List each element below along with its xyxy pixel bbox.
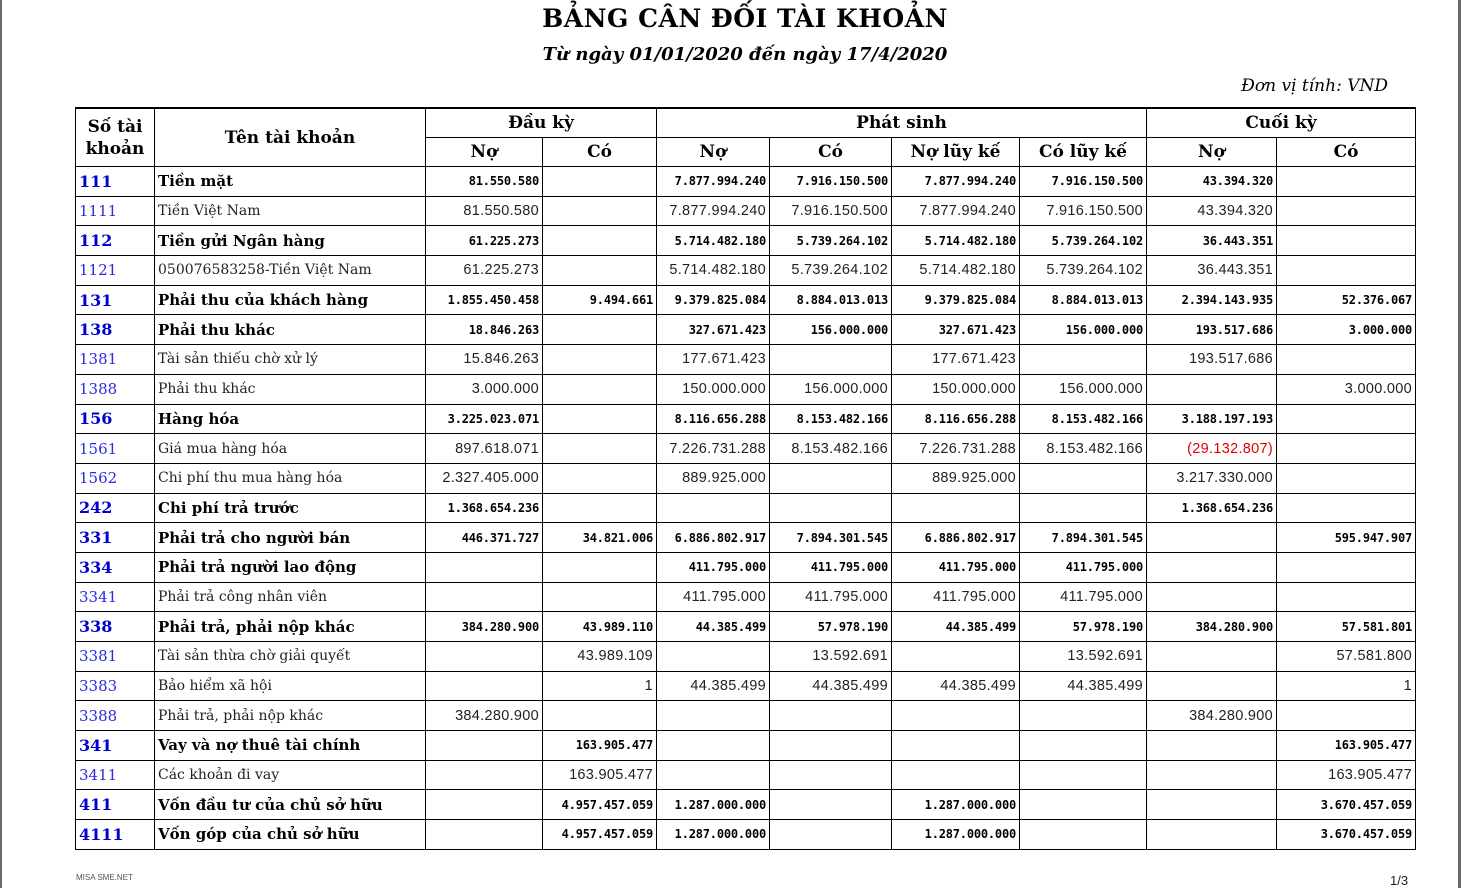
cell-opening-credit bbox=[543, 315, 657, 345]
table-row bbox=[76, 285, 1416, 315]
table-row bbox=[76, 552, 1416, 582]
account-name: Vay và nợ thuê tài chính bbox=[155, 731, 426, 761]
table-row bbox=[76, 642, 1416, 672]
cell-closing-debit: 36.443.351 bbox=[1147, 226, 1277, 256]
cell-acc-credit bbox=[1020, 493, 1147, 523]
account-code[interactable]: 3388 bbox=[76, 701, 155, 731]
cell-opening-credit: 163.905.477 bbox=[543, 731, 657, 761]
cell-closing-credit bbox=[1277, 463, 1416, 493]
table-row bbox=[76, 434, 1416, 464]
cell-opening-credit bbox=[543, 256, 657, 286]
cell-opening-credit: 34.821.006 bbox=[543, 523, 657, 553]
cell-closing-debit: 193.517.686 bbox=[1147, 345, 1277, 375]
cell-movement-debit: 1.287.000.000 bbox=[657, 790, 770, 820]
cell-movement-debit: 7.877.994.240 bbox=[657, 196, 770, 226]
cell-movement-debit: 177.671.423 bbox=[657, 345, 770, 375]
cell-movement-debit: 411.795.000 bbox=[657, 582, 770, 612]
cell-opening-credit: 1 bbox=[543, 671, 657, 701]
account-name: Tiền gửi Ngân hàng bbox=[155, 226, 426, 256]
cell-opening-debit bbox=[426, 731, 543, 761]
header-movement-debit: Nợ bbox=[657, 138, 770, 167]
cell-movement-credit bbox=[770, 463, 892, 493]
cell-closing-debit bbox=[1147, 671, 1277, 701]
account-name: Phải thu khác bbox=[155, 374, 426, 404]
cell-closing-debit bbox=[1147, 582, 1277, 612]
cell-acc-debit: 177.671.423 bbox=[892, 345, 1020, 375]
cell-movement-debit: 5.714.482.180 bbox=[657, 226, 770, 256]
table-row bbox=[76, 760, 1416, 790]
account-name: 050076583258-Tiền Việt Nam bbox=[155, 256, 426, 286]
table-row bbox=[76, 731, 1416, 761]
cell-movement-debit: 7.226.731.288 bbox=[657, 434, 770, 464]
cell-movement-credit: 411.795.000 bbox=[770, 552, 892, 582]
cell-movement-debit: 8.116.656.288 bbox=[657, 404, 770, 434]
cell-acc-debit bbox=[892, 493, 1020, 523]
cell-acc-credit: 5.739.264.102 bbox=[1020, 226, 1147, 256]
cell-movement-credit: 57.978.190 bbox=[770, 612, 892, 642]
cell-acc-debit: 7.877.994.240 bbox=[892, 196, 1020, 226]
cell-movement-credit: 7.894.301.545 bbox=[770, 523, 892, 553]
header-acc-debit: Nợ lũy kế bbox=[892, 138, 1020, 167]
table-row bbox=[76, 315, 1416, 345]
cell-opening-credit bbox=[543, 374, 657, 404]
cell-acc-debit: 327.671.423 bbox=[892, 315, 1020, 345]
account-code[interactable]: 3383 bbox=[76, 671, 155, 701]
table-row bbox=[76, 582, 1416, 612]
table-row bbox=[76, 463, 1416, 493]
table-row bbox=[76, 226, 1416, 256]
cell-closing-debit: 384.280.900 bbox=[1147, 701, 1277, 731]
cell-movement-credit: 13.592.691 bbox=[770, 642, 892, 672]
account-name: Phải trả cho người bán bbox=[155, 523, 426, 553]
cell-movement-credit bbox=[770, 731, 892, 761]
header-closing-credit: Có bbox=[1277, 138, 1416, 167]
cell-movement-credit bbox=[770, 493, 892, 523]
account-name: Phải trả, phải nộp khác bbox=[155, 701, 426, 731]
cell-closing-credit: 163.905.477 bbox=[1277, 760, 1416, 790]
cell-opening-debit: 61.225.273 bbox=[426, 256, 543, 286]
cell-opening-credit: 43.989.109 bbox=[543, 642, 657, 672]
cell-movement-credit: 7.916.150.500 bbox=[770, 167, 892, 197]
cell-movement-credit bbox=[770, 345, 892, 375]
cell-movement-debit: 6.886.802.917 bbox=[657, 523, 770, 553]
cell-acc-credit: 411.795.000 bbox=[1020, 552, 1147, 582]
header-account-name: Tên tài khoản bbox=[155, 108, 426, 167]
account-code[interactable]: 112 bbox=[76, 226, 155, 256]
cell-acc-debit bbox=[892, 760, 1020, 790]
account-name: Chi phí trả trước bbox=[155, 493, 426, 523]
account-code[interactable]: 1561 bbox=[76, 434, 155, 464]
cell-acc-debit: 44.385.499 bbox=[892, 612, 1020, 642]
cell-movement-debit bbox=[657, 701, 770, 731]
cell-closing-credit: 57.581.801 bbox=[1277, 612, 1416, 642]
cell-closing-debit bbox=[1147, 523, 1277, 553]
page-border-right bbox=[1458, 0, 1461, 888]
cell-acc-credit: 7.916.150.500 bbox=[1020, 196, 1147, 226]
table-row bbox=[76, 612, 1416, 642]
account-code[interactable]: 338 bbox=[76, 612, 155, 642]
cell-movement-debit: 327.671.423 bbox=[657, 315, 770, 345]
account-name: Giá mua hàng hóa bbox=[155, 434, 426, 464]
cell-opening-debit bbox=[426, 760, 543, 790]
table-row bbox=[76, 167, 1416, 197]
cell-opening-debit bbox=[426, 552, 543, 582]
account-code[interactable]: 242 bbox=[76, 493, 155, 523]
cell-acc-debit bbox=[892, 701, 1020, 731]
cell-acc-debit bbox=[892, 731, 1020, 761]
cell-closing-debit: 43.394.320 bbox=[1147, 167, 1277, 197]
cell-movement-credit bbox=[770, 820, 892, 850]
cell-closing-credit bbox=[1277, 552, 1416, 582]
cell-closing-debit bbox=[1147, 760, 1277, 790]
cell-acc-debit: 5.714.482.180 bbox=[892, 226, 1020, 256]
cell-movement-credit bbox=[770, 790, 892, 820]
account-name: Tiền mặt bbox=[155, 167, 426, 197]
cell-opening-debit: 81.550.580 bbox=[426, 167, 543, 197]
cell-closing-credit: 3.000.000 bbox=[1277, 374, 1416, 404]
cell-acc-debit: 7.226.731.288 bbox=[892, 434, 1020, 464]
account-name: Các khoản đi vay bbox=[155, 760, 426, 790]
cell-acc-credit bbox=[1020, 463, 1147, 493]
cell-opening-debit: 384.280.900 bbox=[426, 612, 543, 642]
cell-closing-debit: (29.132.807) bbox=[1147, 434, 1277, 464]
cell-movement-debit: 5.714.482.180 bbox=[657, 256, 770, 286]
cell-acc-credit: 156.000.000 bbox=[1020, 374, 1147, 404]
cell-acc-credit: 5.739.264.102 bbox=[1020, 256, 1147, 286]
account-code[interactable]: 138 bbox=[76, 315, 155, 345]
account-code[interactable]: 1111 bbox=[76, 196, 155, 226]
cell-acc-credit: 44.385.499 bbox=[1020, 671, 1147, 701]
cell-opening-debit: 897.618.071 bbox=[426, 434, 543, 464]
header-closing-debit: Nợ bbox=[1147, 138, 1277, 167]
cell-opening-debit bbox=[426, 582, 543, 612]
cell-acc-credit: 7.894.301.545 bbox=[1020, 523, 1147, 553]
cell-closing-debit: 1.368.654.236 bbox=[1147, 493, 1277, 523]
cell-acc-credit bbox=[1020, 345, 1147, 375]
cell-closing-credit bbox=[1277, 256, 1416, 286]
cell-acc-debit: 411.795.000 bbox=[892, 582, 1020, 612]
cell-movement-credit: 5.739.264.102 bbox=[770, 226, 892, 256]
cell-closing-credit bbox=[1277, 226, 1416, 256]
cell-opening-debit: 61.225.273 bbox=[426, 226, 543, 256]
account-code[interactable]: 1388 bbox=[76, 374, 155, 404]
cell-acc-debit: 44.385.499 bbox=[892, 671, 1020, 701]
table-row bbox=[76, 374, 1416, 404]
report-subtitle: Từ ngày 01/01/2020 đến ngày 17/4/2020 bbox=[542, 44, 948, 65]
account-code[interactable]: 1381 bbox=[76, 345, 155, 375]
header-opening: Đầu kỳ bbox=[426, 108, 657, 138]
currency-unit: Đơn vị tính: VND bbox=[1241, 76, 1388, 96]
cell-opening-credit bbox=[543, 226, 657, 256]
cell-opening-debit bbox=[426, 790, 543, 820]
cell-acc-credit: 8.884.013.013 bbox=[1020, 285, 1147, 315]
account-name: Tiền Việt Nam bbox=[155, 196, 426, 226]
cell-movement-credit: 5.739.264.102 bbox=[770, 256, 892, 286]
cell-acc-credit: 411.795.000 bbox=[1020, 582, 1147, 612]
cell-closing-credit bbox=[1277, 167, 1416, 197]
report-title: BẢNG CÂN ĐỐI TÀI KHOẢN bbox=[542, 4, 948, 33]
cell-acc-debit: 1.287.000.000 bbox=[892, 820, 1020, 850]
table-row bbox=[76, 523, 1416, 553]
cell-opening-credit: 4.957.457.059 bbox=[543, 820, 657, 850]
cell-movement-credit: 8.153.482.166 bbox=[770, 404, 892, 434]
cell-opening-credit: 43.989.110 bbox=[543, 612, 657, 642]
footer-page-number: 1/3 bbox=[1390, 873, 1409, 888]
cell-closing-debit bbox=[1147, 731, 1277, 761]
cell-opening-debit: 81.550.580 bbox=[426, 196, 543, 226]
table-row bbox=[76, 345, 1416, 375]
cell-acc-debit: 8.116.656.288 bbox=[892, 404, 1020, 434]
cell-closing-credit: 595.947.907 bbox=[1277, 523, 1416, 553]
cell-movement-debit bbox=[657, 731, 770, 761]
header-account-no: Số tài khoản bbox=[76, 108, 155, 167]
account-code[interactable]: 131 bbox=[76, 285, 155, 315]
cell-closing-debit: 36.443.351 bbox=[1147, 256, 1277, 286]
cell-closing-credit bbox=[1277, 345, 1416, 375]
table-row bbox=[76, 196, 1416, 226]
cell-opening-credit: 163.905.477 bbox=[543, 760, 657, 790]
cell-closing-debit bbox=[1147, 552, 1277, 582]
account-code[interactable]: 411 bbox=[76, 790, 155, 820]
cell-movement-debit: 44.385.499 bbox=[657, 671, 770, 701]
account-code[interactable]: 331 bbox=[76, 523, 155, 553]
cell-movement-debit: 1.287.000.000 bbox=[657, 820, 770, 850]
cell-acc-credit bbox=[1020, 820, 1147, 850]
cell-acc-debit: 5.714.482.180 bbox=[892, 256, 1020, 286]
table-row bbox=[76, 493, 1416, 523]
account-name: Tài sản thừa chờ giải quyết bbox=[155, 642, 426, 672]
cell-movement-debit: 889.925.000 bbox=[657, 463, 770, 493]
cell-opening-debit: 1.855.450.458 bbox=[426, 285, 543, 315]
cell-movement-debit: 9.379.825.084 bbox=[657, 285, 770, 315]
cell-acc-debit: 411.795.000 bbox=[892, 552, 1020, 582]
cell-closing-debit: 43.394.320 bbox=[1147, 196, 1277, 226]
table-body bbox=[76, 167, 1416, 850]
cell-closing-credit: 3.670.457.059 bbox=[1277, 820, 1416, 850]
cell-acc-credit: 7.916.150.500 bbox=[1020, 167, 1147, 197]
cell-opening-debit: 3.000.000 bbox=[426, 374, 543, 404]
account-code[interactable]: 341 bbox=[76, 731, 155, 761]
cell-closing-credit: 57.581.800 bbox=[1277, 642, 1416, 672]
cell-opening-debit: 3.225.023.071 bbox=[426, 404, 543, 434]
cell-movement-debit: 44.385.499 bbox=[657, 612, 770, 642]
account-name: Chi phí thu mua hàng hóa bbox=[155, 463, 426, 493]
table-row bbox=[76, 671, 1416, 701]
cell-acc-credit bbox=[1020, 760, 1147, 790]
table-row bbox=[76, 701, 1416, 731]
cell-opening-debit bbox=[426, 642, 543, 672]
account-name: Hàng hóa bbox=[155, 404, 426, 434]
table-row bbox=[76, 820, 1416, 850]
account-name: Phải thu khác bbox=[155, 315, 426, 345]
cell-acc-credit bbox=[1020, 731, 1147, 761]
account-code[interactable]: 1121 bbox=[76, 256, 155, 286]
cell-opening-debit bbox=[426, 671, 543, 701]
cell-closing-credit: 52.376.067 bbox=[1277, 285, 1416, 315]
cell-opening-debit: 18.846.263 bbox=[426, 315, 543, 345]
account-code[interactable]: 156 bbox=[76, 404, 155, 434]
cell-closing-credit bbox=[1277, 196, 1416, 226]
cell-movement-credit: 8.884.013.013 bbox=[770, 285, 892, 315]
account-code[interactable]: 3341 bbox=[76, 582, 155, 612]
account-name: Phải trả, phải nộp khác bbox=[155, 612, 426, 642]
cell-acc-debit: 150.000.000 bbox=[892, 374, 1020, 404]
header-acc-credit: Có lũy kế bbox=[1020, 138, 1147, 167]
account-code[interactable]: 111 bbox=[76, 167, 155, 197]
cell-closing-credit: 163.905.477 bbox=[1277, 731, 1416, 761]
cell-closing-debit bbox=[1147, 642, 1277, 672]
cell-closing-debit: 3.188.197.193 bbox=[1147, 404, 1277, 434]
cell-closing-credit: 3.000.000 bbox=[1277, 315, 1416, 345]
cell-acc-credit: 8.153.482.166 bbox=[1020, 404, 1147, 434]
account-code[interactable]: 4111 bbox=[76, 820, 155, 850]
cell-opening-credit bbox=[543, 345, 657, 375]
account-name: Bảo hiểm xã hội bbox=[155, 671, 426, 701]
cell-acc-debit: 9.379.825.084 bbox=[892, 285, 1020, 315]
cell-opening-debit: 384.280.900 bbox=[426, 701, 543, 731]
cell-closing-debit: 384.280.900 bbox=[1147, 612, 1277, 642]
cell-opening-credit bbox=[543, 582, 657, 612]
cell-opening-credit bbox=[543, 701, 657, 731]
account-name: Vốn góp của chủ sở hữu bbox=[155, 820, 426, 850]
cell-acc-debit: 6.886.802.917 bbox=[892, 523, 1020, 553]
cell-opening-credit: 9.494.661 bbox=[543, 285, 657, 315]
account-name: Phải thu của khách hàng bbox=[155, 285, 426, 315]
account-code[interactable]: 3381 bbox=[76, 642, 155, 672]
cell-movement-credit: 8.153.482.166 bbox=[770, 434, 892, 464]
cell-opening-debit bbox=[426, 820, 543, 850]
cell-movement-credit bbox=[770, 760, 892, 790]
account-name: Tài sản thiếu chờ xử lý bbox=[155, 345, 426, 375]
cell-closing-credit bbox=[1277, 582, 1416, 612]
cell-acc-debit: 7.877.994.240 bbox=[892, 167, 1020, 197]
cell-acc-credit bbox=[1020, 790, 1147, 820]
footer-software: MISA SME.NET bbox=[76, 873, 133, 882]
trial-balance-table bbox=[75, 107, 1416, 850]
cell-acc-credit: 8.153.482.166 bbox=[1020, 434, 1147, 464]
account-name: Vốn đầu tư của chủ sở hữu bbox=[155, 790, 426, 820]
cell-acc-credit: 13.592.691 bbox=[1020, 642, 1147, 672]
cell-closing-credit: 1 bbox=[1277, 671, 1416, 701]
cell-opening-credit bbox=[543, 404, 657, 434]
table-row bbox=[76, 790, 1416, 820]
header-opening-debit: Nợ bbox=[426, 138, 543, 167]
cell-closing-debit bbox=[1147, 790, 1277, 820]
page-border-left bbox=[0, 0, 2, 888]
cell-closing-debit: 3.217.330.000 bbox=[1147, 463, 1277, 493]
cell-movement-debit bbox=[657, 642, 770, 672]
cell-acc-credit: 57.978.190 bbox=[1020, 612, 1147, 642]
cell-movement-debit: 411.795.000 bbox=[657, 552, 770, 582]
cell-closing-credit bbox=[1277, 404, 1416, 434]
cell-acc-debit: 889.925.000 bbox=[892, 463, 1020, 493]
cell-closing-debit: 193.517.686 bbox=[1147, 315, 1277, 345]
cell-acc-debit bbox=[892, 642, 1020, 672]
table-row bbox=[76, 404, 1416, 434]
cell-closing-credit: 3.670.457.059 bbox=[1277, 790, 1416, 820]
account-code[interactable]: 334 bbox=[76, 552, 155, 582]
cell-acc-debit: 1.287.000.000 bbox=[892, 790, 1020, 820]
cell-closing-credit bbox=[1277, 434, 1416, 464]
header-opening-credit: Có bbox=[543, 138, 657, 167]
cell-acc-credit bbox=[1020, 701, 1147, 731]
cell-opening-credit bbox=[543, 167, 657, 197]
cell-opening-credit bbox=[543, 463, 657, 493]
account-name: Phải trả người lao động bbox=[155, 552, 426, 582]
cell-movement-credit: 156.000.000 bbox=[770, 315, 892, 345]
header-row-1 bbox=[76, 108, 1416, 138]
table-row bbox=[76, 256, 1416, 286]
cell-opening-credit bbox=[543, 493, 657, 523]
cell-closing-credit bbox=[1277, 701, 1416, 731]
cell-opening-debit: 446.371.727 bbox=[426, 523, 543, 553]
account-name: Phải trả công nhân viên bbox=[155, 582, 426, 612]
cell-movement-debit: 7.877.994.240 bbox=[657, 167, 770, 197]
cell-acc-credit: 156.000.000 bbox=[1020, 315, 1147, 345]
cell-opening-credit bbox=[543, 196, 657, 226]
header-movement-credit: Có bbox=[770, 138, 892, 167]
cell-movement-credit: 44.385.499 bbox=[770, 671, 892, 701]
cell-opening-credit bbox=[543, 434, 657, 464]
cell-movement-credit bbox=[770, 701, 892, 731]
cell-movement-debit bbox=[657, 493, 770, 523]
cell-closing-debit bbox=[1147, 374, 1277, 404]
account-code[interactable]: 3411 bbox=[76, 760, 155, 790]
cell-closing-credit bbox=[1277, 493, 1416, 523]
cell-opening-debit: 2.327.405.000 bbox=[426, 463, 543, 493]
cell-opening-credit: 4.957.457.059 bbox=[543, 790, 657, 820]
cell-closing-debit: 2.394.143.935 bbox=[1147, 285, 1277, 315]
account-code[interactable]: 1562 bbox=[76, 463, 155, 493]
cell-movement-credit: 7.916.150.500 bbox=[770, 196, 892, 226]
cell-movement-credit: 411.795.000 bbox=[770, 582, 892, 612]
header-closing: Cuối kỳ bbox=[1147, 108, 1416, 138]
cell-opening-credit bbox=[543, 552, 657, 582]
cell-closing-debit bbox=[1147, 820, 1277, 850]
cell-opening-debit: 1.368.654.236 bbox=[426, 493, 543, 523]
cell-movement-debit bbox=[657, 760, 770, 790]
cell-movement-credit: 156.000.000 bbox=[770, 374, 892, 404]
cell-movement-debit: 150.000.000 bbox=[657, 374, 770, 404]
cell-opening-debit: 15.846.263 bbox=[426, 345, 543, 375]
header-movement: Phát sinh bbox=[657, 108, 1147, 138]
